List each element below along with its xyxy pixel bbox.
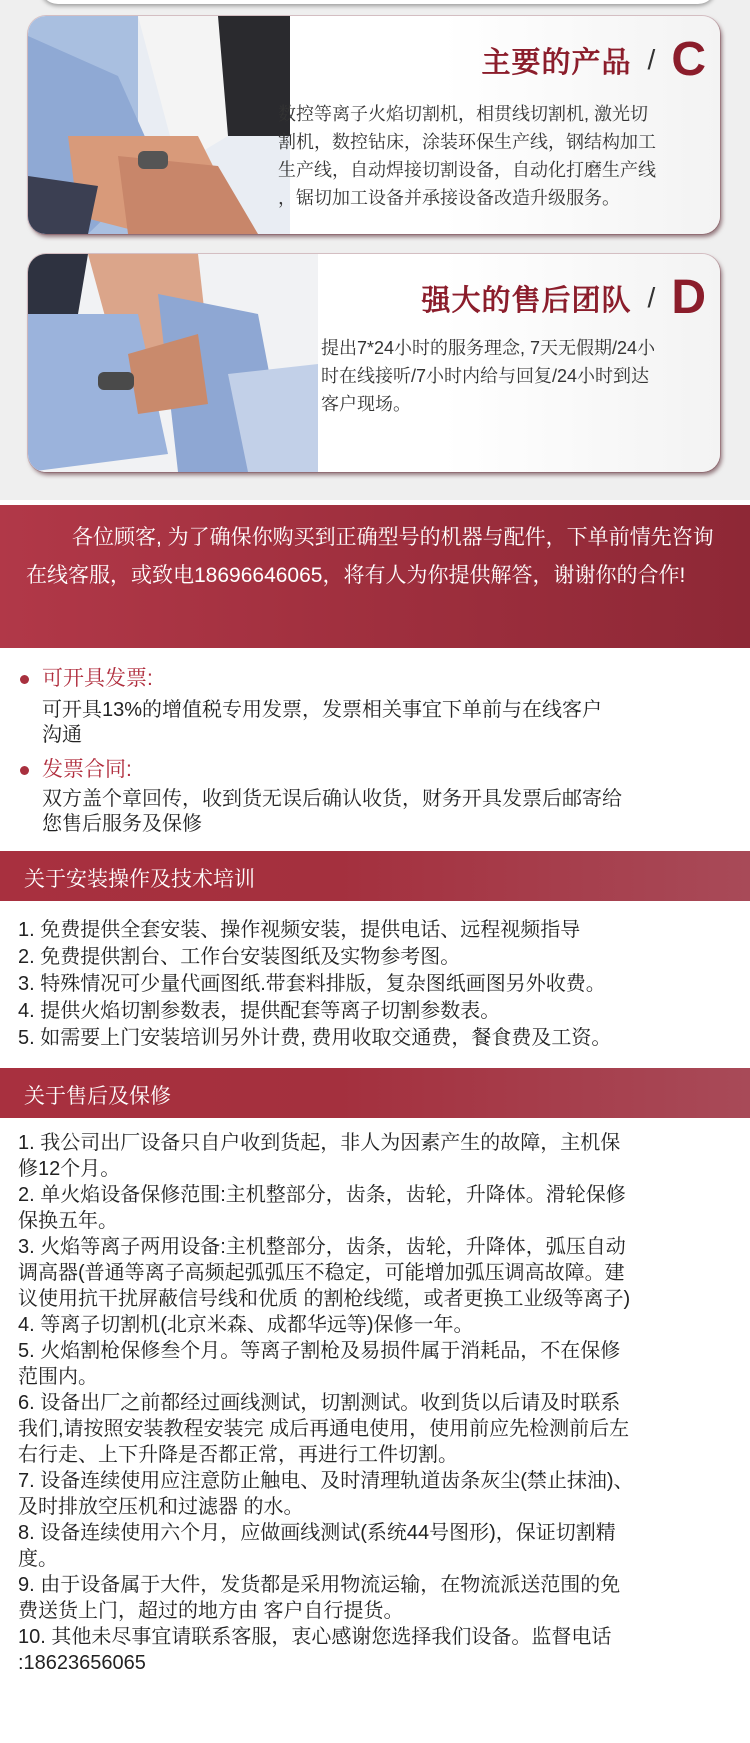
section-letter-d: D [671, 271, 706, 324]
warranty-line: 7. 设备连续使用应注意防止触电、及时清理轨道齿条灰尘(禁止抹油)、 [18, 1470, 634, 1492]
desc-line: 时在线接听/7小时内给与回复/24小时到达 [321, 366, 650, 386]
warranty-line: 4. 等离子切割机(北京米森、成都华远等)保修一年。 [18, 1314, 474, 1336]
warranty-line: 右行走、上下升降是否都正常，再进行工件切割。 [18, 1444, 458, 1466]
warranty-line: 6. 设备出厂之前都经过画线测试，切割测试。收到货以后请及时联系 [18, 1392, 621, 1414]
training-section-title: 关于安装操作及技术培训 [24, 868, 255, 891]
desc-line: 客户现场。 [321, 394, 411, 414]
training-list [18, 917, 736, 1052]
card-d-title [421, 271, 706, 324]
list-item: 1. 免费提供全套安装、操作视频安装，提供电话、远程视频指导 [18, 919, 581, 941]
notice-line: 解答，谢谢你的合作! [490, 564, 686, 587]
warranty-line: 修12个月。 [18, 1158, 121, 1180]
bullet-dot-icon [20, 675, 29, 684]
after-sales-section-header [0, 1068, 750, 1118]
list-item: 2. 免费提供割台、工作台安装图纸及实物参考图。 [18, 946, 461, 968]
warranty-line: 费送货上门，超过的地方由 客户自行提货。 [18, 1600, 404, 1622]
invoice-head: 可开具发票: [42, 667, 153, 690]
title-slash: / [647, 44, 656, 75]
feature-cards-section [0, 0, 750, 500]
warranty-line: 1. 我公司出厂设备只自户收到货起，非人为因素产生的故障，主机保 [18, 1132, 621, 1154]
main-products-title: 主要的产品 [481, 46, 632, 79]
training-section-header [0, 851, 750, 901]
warranty-line: 度。 [18, 1548, 58, 1570]
desc-line: 割机，数控钻床，涂装环保生产线，钢结构加工 [278, 132, 656, 152]
invoice-body [42, 698, 742, 748]
desc-line: 生产线，自动焊接切割设备，自动化打磨生产线 [278, 160, 656, 180]
warranty-line: 5. 火焰割枪保修叁个月。等离子割枪及易损件属于消耗品，不在保修 [18, 1340, 621, 1362]
warranty-line: 2. 单火焰设备保修范围:主机整部分，齿条，齿轮，升降体。滑轮保修 [18, 1184, 626, 1206]
main-products-description [278, 100, 710, 212]
invoice-line: 沟通 [42, 724, 82, 746]
customer-notice-banner [0, 505, 750, 648]
after-sales-team-description [321, 334, 713, 418]
warranty-line: 议使用抗干扰屏蔽信号线和优质 的割枪线缆，或者更换工业级等离子) [18, 1288, 631, 1310]
warranty-line: :18623656065 [18, 1652, 146, 1674]
contract-body [42, 787, 742, 837]
warranty-list [18, 1130, 736, 1676]
warranty-line: 8. 设备连续使用六个月，应做画线测试(系统44号图形)，保证切割精 [18, 1522, 616, 1544]
desc-line: ，锯切加工设备并承接设备改造升级服务。 [278, 188, 620, 208]
card-main-products [28, 16, 720, 234]
notice-line: 各位顾客, 为了确保你购买到正确型号的机器与配件，下单 [72, 526, 609, 549]
card-c-title [481, 33, 706, 86]
warranty-line: 3. 火焰等离子两用设备:主机整部分，齿条，齿轮，升降体，弧压自动 [18, 1236, 626, 1258]
bullet-dot-icon [20, 766, 29, 775]
warranty-line: 9. 由于设备属于大件，发货都是采用物流运输，在物流派送范围的免 [18, 1574, 621, 1596]
teamwork-hands-photo [28, 16, 290, 234]
notice-line: 前情先咨询在线客服，或致电18696646065，将有人为你提供 [26, 526, 714, 587]
warranty-line: 10. 其他未尽事宜请联系客服，衷心感谢您选择我们设备。监督电话 [18, 1626, 612, 1648]
list-item: 3. 特殊情况可少量代画图纸.带套料排版，复杂图纸画图另外收费。 [18, 973, 606, 995]
desc-line: 数控等离子火焰切割机，相贯线切割机, 激光切 [278, 104, 648, 124]
title-slash: / [647, 282, 656, 313]
warranty-line: 调高器(普通等离子高频起弧弧压不稳定，可能增加弧压调高故障。建 [18, 1262, 625, 1284]
warranty-line: 范围内。 [18, 1366, 98, 1388]
list-item: 4. 提供火焰切割参数表，提供配套等离子切割参数表。 [18, 1000, 501, 1022]
desc-line: 提出7*24小时的服务理念, 7天无假期/24小 [321, 338, 656, 358]
contract-line: 双方盖个章回传，收到货无误后确认收货，财务开具发票后邮寄给 [42, 788, 622, 810]
warranty-line: 保换五年。 [18, 1210, 118, 1232]
team-stack-hands-photo [28, 254, 318, 472]
list-item: 5. 如需要上门安装培训另外计费, 费用收取交通费，餐食费及工资。 [18, 1027, 612, 1049]
warranty-line: 我们,请按照安装教程安装完 成后再通电使用，使用前应先检测前后左 [18, 1418, 630, 1440]
after-sales-team-title: 强大的售后团队 [421, 284, 632, 317]
contract-head: 发票合同: [42, 758, 132, 781]
invoice-line: 可开具13%的增值税专用发票，发票相关事宜下单前与在线客户 [42, 699, 603, 721]
section-letter-c: C [671, 33, 706, 86]
customer-notice-text [26, 519, 726, 595]
warranty-line: 及时排放空压机和过滤器 的水。 [18, 1496, 304, 1518]
previous-card-edge [40, 0, 716, 4]
card-after-sales-team [28, 254, 720, 472]
after-sales-section-title: 关于售后及保修 [24, 1085, 171, 1108]
contract-line: 您售后服务及保修 [42, 813, 202, 835]
